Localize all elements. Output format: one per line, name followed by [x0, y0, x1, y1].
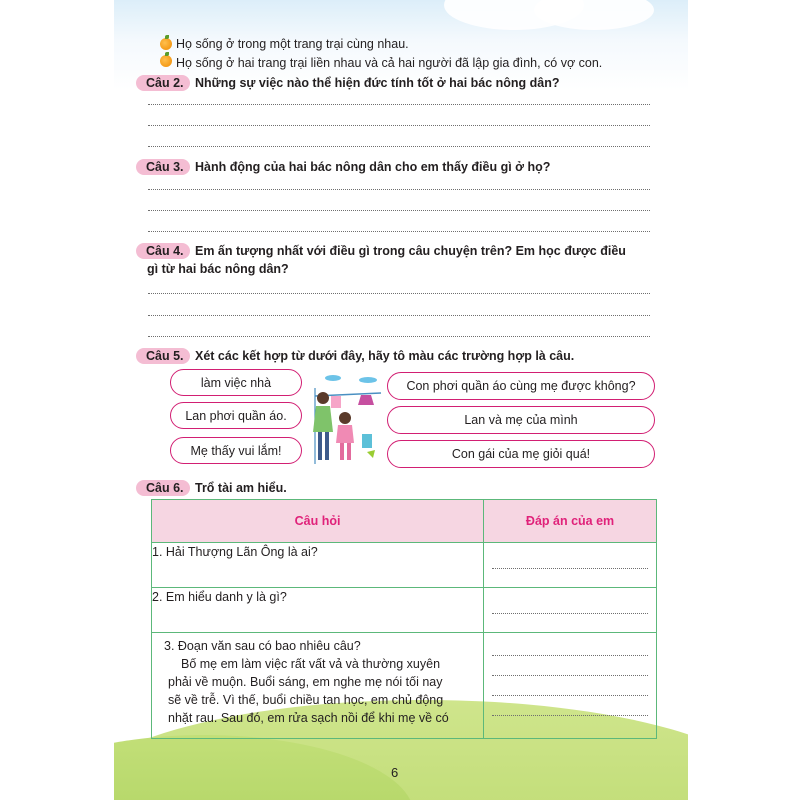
cloud-icon	[359, 377, 377, 383]
child-body	[336, 425, 354, 443]
table-row	[152, 588, 657, 633]
answer-line[interactable]	[148, 210, 650, 211]
answer-line[interactable]	[148, 315, 650, 316]
question-cell	[152, 633, 484, 739]
orange-bullet-icon	[160, 55, 172, 67]
mother-head	[317, 392, 329, 404]
answer-line[interactable]	[148, 231, 650, 232]
child-head	[339, 412, 351, 424]
phrase-box-right-3[interactable]: Con gái của mẹ giỏi quá!	[387, 440, 655, 468]
answer-line[interactable]	[492, 568, 648, 569]
answer-line[interactable]	[492, 655, 648, 656]
passage-line: sẽ về trễ. Vì thế, buổi chiều tan học, em chủ động	[168, 693, 444, 707]
question-cell: 1. Hải Thượng Lãn Ông là ai?	[152, 543, 484, 588]
table-header-row	[152, 500, 657, 543]
question-5-label: Câu 5.	[136, 348, 190, 364]
phrase-box-left-1[interactable]: làm việc nhà	[170, 369, 302, 396]
question-3-text: 3. Đoạn văn sau có bao nhiêu câu?	[164, 639, 361, 653]
quiz-table	[151, 499, 657, 739]
answer-cell[interactable]	[484, 543, 657, 588]
question-3-label: Câu 3.	[136, 159, 190, 175]
answer-line[interactable]	[492, 675, 648, 676]
laundry-illustration	[303, 368, 385, 464]
passage-line: Bố mẹ em làm việc rất vất vả và thường xuyên	[181, 657, 441, 671]
answer-line[interactable]	[492, 715, 648, 716]
option-2: Họ sống ở hai trang trại liền nhau và cả hai người đã lập gia đình, có vợ con.	[176, 56, 603, 70]
question-6-text: Trổ tài am hiểu.	[195, 481, 287, 495]
passage-line: phải về muộn. Buổi sáng, em nghe mẹ nói tối nay	[168, 675, 443, 689]
answer-line[interactable]	[492, 613, 648, 614]
question-4-text-cont: gì từ hai bác nông dân?	[147, 262, 289, 276]
question-2-text: Những sự việc nào thể hiện đức tính tốt ở hai bác nông dân?	[195, 76, 560, 90]
phrase-box-left-2[interactable]: Lan phơi quần áo.	[170, 402, 302, 429]
table-row	[152, 633, 657, 739]
answer-line[interactable]	[148, 336, 650, 337]
question-2-label: Câu 2.	[136, 75, 190, 91]
answer-line[interactable]	[148, 146, 650, 147]
cloud-icon	[325, 375, 341, 381]
answer-cell[interactable]	[484, 588, 657, 633]
answer-line[interactable]	[148, 125, 650, 126]
mother-body	[313, 406, 333, 432]
answer-line[interactable]	[148, 104, 650, 105]
question-4-label: Câu 4.	[136, 243, 190, 259]
page-number: 6	[391, 765, 399, 780]
phrase-box-right-1[interactable]: Con phơi quần áo cùng mẹ được không?	[387, 372, 655, 400]
phrase-box-right-2[interactable]: Lan và mẹ của mình	[387, 406, 655, 434]
column-header-answer: Đáp án của em	[484, 500, 657, 543]
orange-bullet-icon	[160, 38, 172, 50]
question-6-label: Câu 6.	[136, 480, 190, 496]
question-cell: 2. Em hiểu danh y là gì?	[152, 588, 484, 633]
hanging-bag-icon	[358, 395, 374, 405]
question-4-text: Em ấn tượng nhất với điều gì trong câu chuyện trên? Em học được điều	[195, 244, 626, 258]
option-1: Họ sống ở trong một trang trại cùng nhau.	[176, 37, 409, 51]
column-header-question: Câu hỏi	[152, 500, 484, 543]
basket-icon	[362, 434, 372, 448]
answer-line[interactable]	[148, 189, 650, 190]
answer-line[interactable]	[148, 293, 650, 294]
phrase-box-left-3[interactable]: Mẹ thấy vui lắm!	[170, 437, 302, 464]
table-row	[152, 543, 657, 588]
question-3-text: Hành động của hai bác nông dân cho em thấy điều gì ở họ?	[195, 160, 551, 174]
answer-cell[interactable]	[484, 633, 657, 739]
question-5-text: Xét các kết hợp từ dưới đây, hãy tô màu các trường hợp là câu.	[195, 349, 575, 363]
hanging-shirt-icon	[331, 396, 341, 408]
answer-line[interactable]	[492, 695, 648, 696]
passage-line: nhặt rau. Sau đó, em rửa sạch nồi để khi mẹ về có	[168, 711, 449, 725]
